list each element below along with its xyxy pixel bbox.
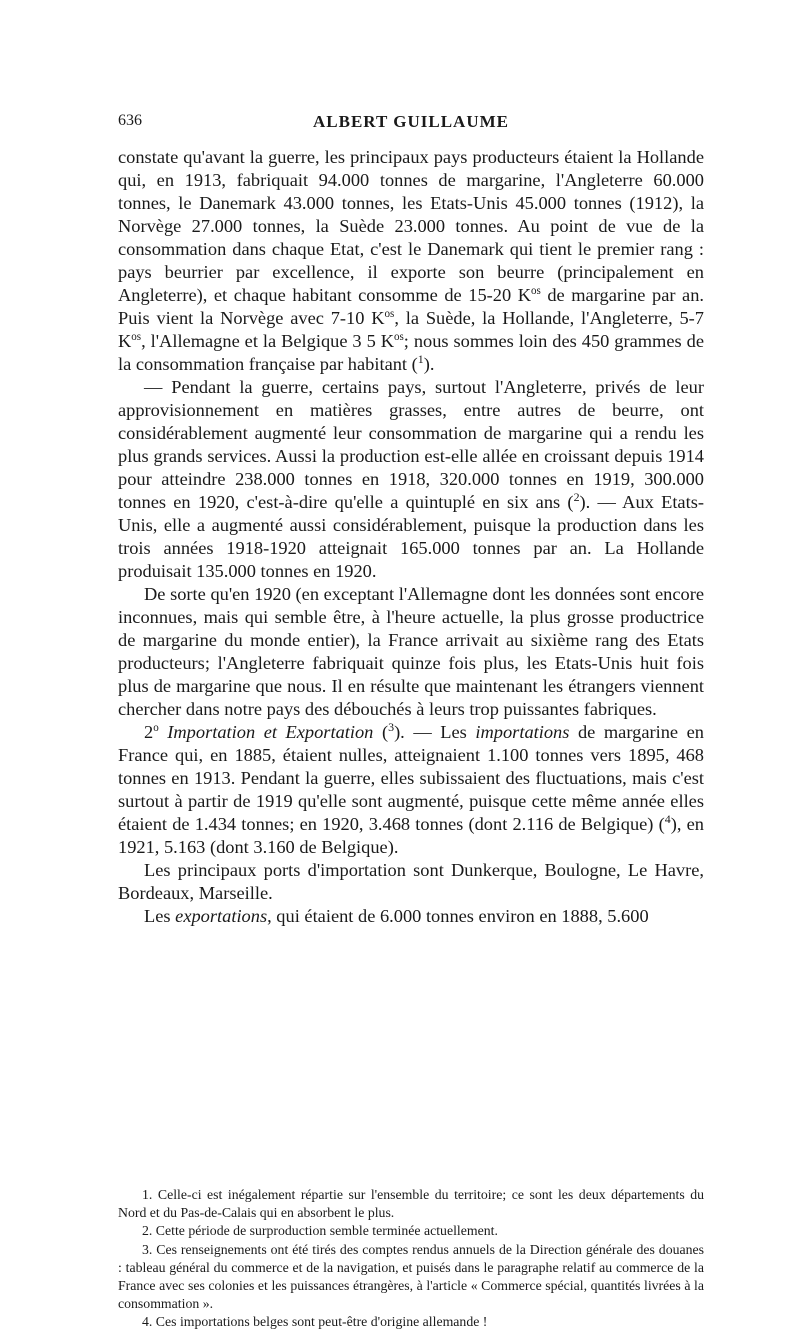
paragraph-4 — [118, 721, 704, 859]
footnote-ref-2[interactable]: 2 — [573, 489, 580, 504]
section-title: Importation et Exportation — [158, 722, 374, 742]
body-text — [118, 146, 704, 928]
footnote-1: 1. Celle-ci est inégalement répartie sur l'ensemble du territoire; ce sont les deux départements du Nord et du Pas-de-Calais qui en absorbent le plus. — [118, 1187, 704, 1221]
ordinal-superscript: o — [153, 721, 159, 734]
text-run: ). — Les — [394, 722, 476, 742]
text-run: de margarine par an. Puis vient la Norvège avec 7-10 K — [118, 285, 704, 328]
footnote-ref-4[interactable]: 4 — [664, 811, 671, 826]
text-run: , la Suède, la Hollande, l'Angleterre, 5-7 K — [118, 308, 704, 351]
text-run: De sorte qu'en 1920 (en exceptant l'Allemagne dont les données sont encore inconnues, mais qui semble être, à l'heure actuelle, la plus grosse productrice de margarine du monde entier), la France arrivait au sixième rang des Etats producteurs; l'Angleterre fabriquait quinze fois plus, les Etats-Unis huit fois plus de margarine que nous. Il en résulte que maintenant les étrangers viennent chercher dans notre pays des débouchés à leurs trop puissantes fabriques. — [118, 584, 704, 719]
emphasis: importations — [475, 722, 570, 742]
page-header — [118, 112, 704, 136]
footnote-ref-3[interactable]: 3 — [388, 719, 395, 734]
text-run: ). — [423, 354, 435, 374]
text-run: constate qu'avant la guerre, les principaux pays producteurs étaient la Hollande qui, en 1913, fabriquait 94.000 tonnes de margarine, l'Angleterre 60.000 tonnes, le Danemark 43.000 tonnes, les Etats-Unis 45.000 tonnes (1912), la Norvège 27.000 tonnes, la Suède 23.000 tonnes. Au point de vue de la consommation dans chaque Etat, c'est le Danemark qui tient le premier rang : pays beurrier par excellence, il exporte son beurre (principalement en Angleterre), et chaque habitant consomme de 15-20 K — [118, 147, 704, 305]
text-run: ). — Aux Etats-Unis, elle a augmenté aussi considérablement, puisque la production dans les trois années 1918-1920 atteignait 165.000 tonnes par an. La Hollande produisait 135.000 tonnes en 1920. — [118, 492, 704, 581]
running-head: ALBERT GUILLAUME — [313, 112, 509, 131]
paragraph-3 — [118, 583, 704, 721]
footnote-2: 2. Cette période de surproduction semble terminée actuellement. — [142, 1223, 498, 1239]
text-run: , l'Allemagne et la Belgique 3 5 K — [141, 331, 394, 351]
text-run: ), en 1921, 5.163 (dont 3.160 de Belgique). — [118, 814, 704, 857]
text-run: Les — [144, 906, 176, 926]
paragraph-6 — [118, 905, 704, 928]
page-number: 636 — [118, 112, 142, 129]
emphasis: exportations — [175, 906, 268, 926]
text-run: de margarine en France qui, en 1885, étaient nulles, atteignaient 1.100 tonnes vers 1895, 468 tonnes en 1913. Pendant la guerre, elles subissaient des fluctuations, mais c'est surtout à partir de 1919 qu'elle sont augmenté, puisque cette même année elles étaient de 1.434 tonnes; en 1920, 3.468 tonnes (dont 2.116 de Belgique) ( — [118, 722, 704, 834]
unit-superscript: os — [393, 330, 404, 343]
footnote-4: 4. Ces importations belges sont peut-être d'origine allemande ! — [142, 1314, 488, 1330]
section-number: 2 — [144, 722, 154, 742]
paragraph-1 — [118, 146, 704, 376]
unit-superscript: os — [530, 284, 541, 297]
text-run: , qui étaient de 6.000 tonnes environ en 1888, 5.600 — [267, 906, 649, 926]
unit-superscript: os — [384, 307, 395, 320]
text-run: Les principaux ports d'importation sont Dunkerque, Boulogne, Le Havre, Bordeaux, Marseille. — [118, 860, 704, 903]
text-run: ; nous sommes loin des 450 grammes de la consommation française par habitant ( — [118, 331, 704, 374]
text-run: — Pendant la guerre, certains pays, surtout l'Angleterre, privés de leur approvisionnement en matières grasses, entre autres de beurre, ont considérablement augmenté leur consommation de margarine qui a rendu les plus grands services. Aussi la production est-elle allée en croissant depuis 1914 pour atteindre 238.000 tonnes en 1918, 320.000 tonnes en 1919, 300.000 tonnes en 1920, c'est-à-dire qu'elle a quintuplé en six ans ( — [118, 377, 704, 512]
footnote-ref-1[interactable]: 1 — [417, 351, 424, 366]
paragraph-5 — [118, 859, 704, 905]
paragraph-2 — [118, 376, 704, 583]
footnote-3: 3. Ces renseignements ont été tirés des comptes rendus annuels de la Direction générale des douanes : tableau général du commerce et de la navigation, et puisés dans le paragraphe relatif au commerce de la France avec ses colonies et les puissances étrangères, à l'article « Commerce spécial, quantités livrées à la consommation ». — [118, 1241, 704, 1312]
footnotes — [118, 1186, 704, 1332]
text-run: ( — [373, 722, 389, 742]
unit-superscript: os — [131, 330, 142, 343]
